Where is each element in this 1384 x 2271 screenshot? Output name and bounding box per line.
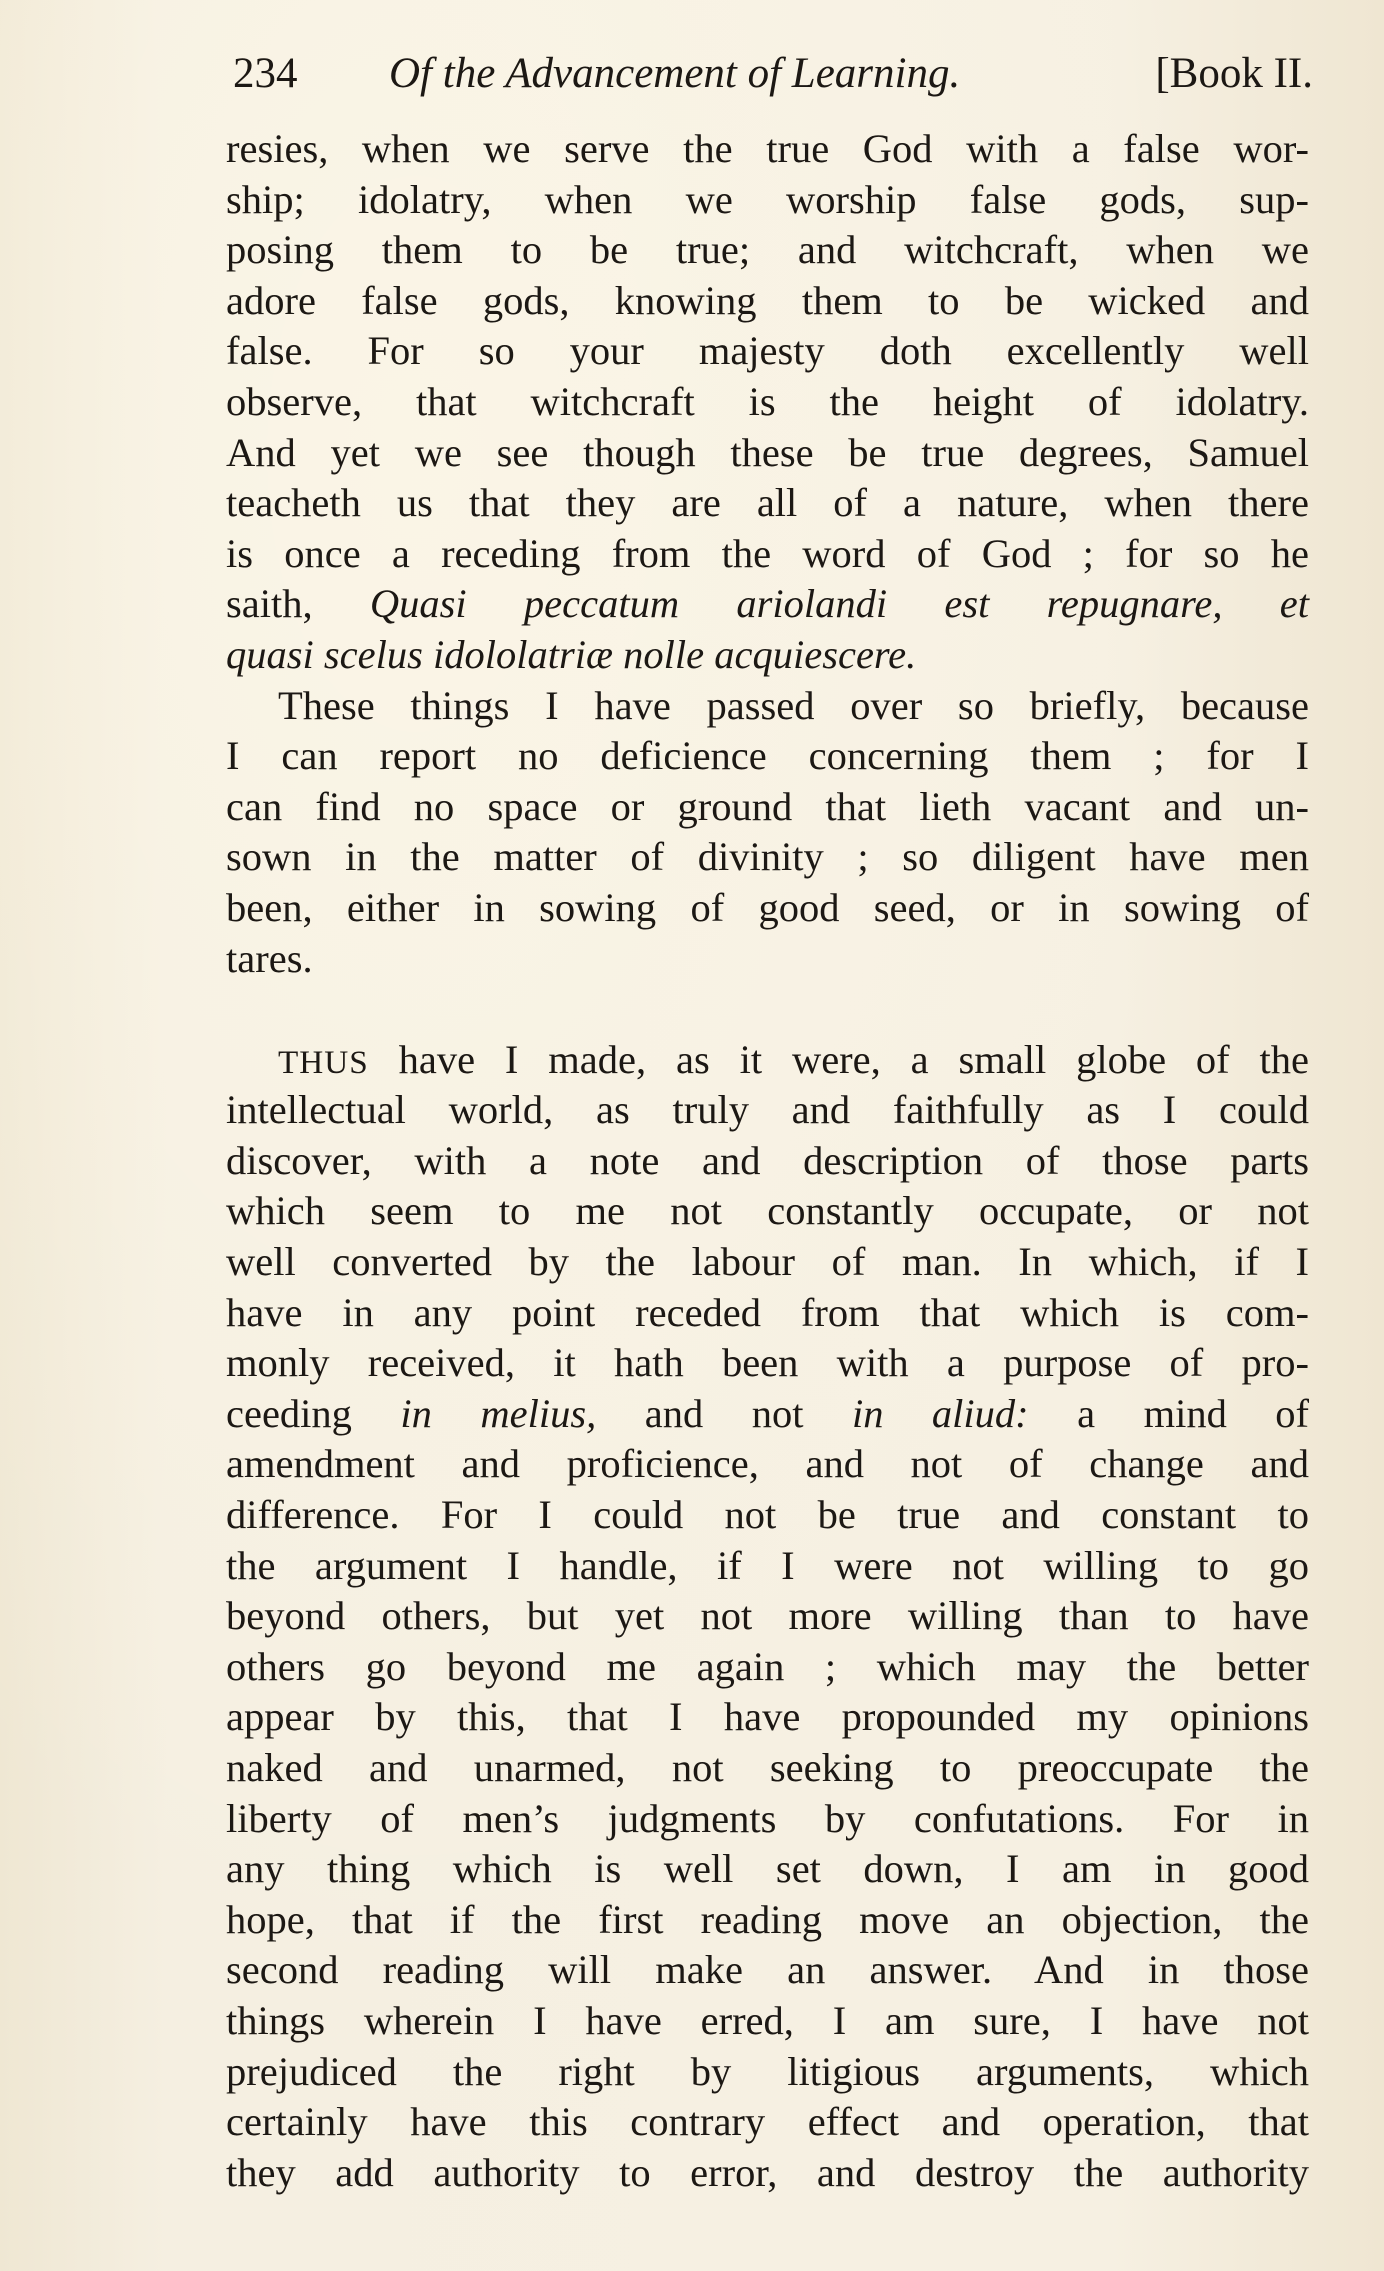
text-line: prejudiced the right by litigious arguments, which (226, 2048, 1309, 2094)
text-fragment: saith, (226, 581, 313, 627)
text-line: liberty of men’s judgments by confutations. For in (226, 1795, 1309, 1841)
text-line: ship; idolatry, when we worship false gods, sup- (226, 176, 1309, 222)
text-line: any thing which is well set down, I am in good (226, 1846, 1309, 1892)
text-line (226, 579, 1309, 630)
paragraph-gap (226, 984, 1309, 1035)
text-line: the argument I handle, if I were not willing to go (226, 1542, 1309, 1588)
text-fragment: and not (644, 1390, 804, 1436)
text-line: they add authority to error, and destroy the authority (226, 2149, 1309, 2195)
text-line: others go beyond me again ; which may the better (226, 1643, 1309, 1689)
text-line: appear by this, that I have propounded my opinions (226, 1694, 1309, 1740)
text-line: been, either in sowing of good seed, or in sowing of (226, 884, 1309, 930)
running-header (233, 44, 1313, 104)
latin-phrase: in melius, (400, 1390, 597, 1436)
latin-quotation: quasi scelus idololatriæ nolle acquiescere. (226, 631, 917, 677)
text-line: These things I have passed over so briefly, because (278, 682, 1309, 728)
text-line: monly received, it hath been with a purpose of pro- (226, 1340, 1309, 1386)
text-line: And yet we see though these be true degrees, Samuel (226, 429, 1309, 475)
text-line: adore false gods, knowing them to be wicked and (226, 277, 1309, 323)
text-line: which seem to me not constantly occupate, or not (226, 1188, 1309, 1234)
page-number: 234 (233, 50, 298, 97)
text-line: naked and unarmed, not seeking to preoccupate the (226, 1745, 1309, 1790)
latin-phrase: in aliud: (851, 1390, 1029, 1436)
text-line: difference. For I could not be true and constant to (226, 1492, 1309, 1538)
text-line (226, 1389, 1309, 1440)
body-text (226, 124, 1309, 2198)
text-line: well converted by the labour of man. In which, if I (226, 1239, 1309, 1285)
text-line: can find no space or ground that lieth vacant and un- (226, 783, 1309, 829)
text-fragment: have I made, as it were, a small globe of the (398, 1036, 1310, 1082)
text-line: hope, that if the first reading move an objection, the (226, 1896, 1309, 1942)
section-opening-word (278, 1037, 369, 1082)
text-line: intellectual world, as truly and faithfully as I could (226, 1087, 1309, 1133)
text-line: certainly have this contrary effect and operation, that (226, 2099, 1309, 2145)
text-fragment: ceeding (226, 1390, 352, 1436)
latin-quotation: Quasi peccatum ariolandi est repugnare, et (369, 581, 1309, 627)
text-line: second reading will make an answer. And in those (226, 1947, 1309, 1993)
running-title: Of the Advancement of Learning. (389, 50, 961, 97)
text-line (226, 630, 1309, 681)
text-line: sown in the matter of divinity ; so diligent have men (226, 834, 1309, 880)
text-fragment: a mind of (1077, 1390, 1310, 1436)
text-line: have in any point receded from that which is com- (226, 1289, 1309, 1335)
text-line: discover, with a note and description of those parts (226, 1137, 1309, 1183)
text-line: teacheth us that they are all of a nature, when there (226, 480, 1309, 526)
text-line: is once a receding from the word of God ; for so he (226, 530, 1309, 576)
text-line: posing them to be true; and witchcraft, when we (226, 227, 1309, 273)
text-line: things wherein I have erred, I am sure, I have not (226, 1997, 1309, 2043)
small-caps-word: THUS (278, 1043, 369, 1081)
text-line: beyond others, but yet not more willing than to have (226, 1593, 1309, 1639)
text-line: resies, when we serve the true God with a false wor- (226, 126, 1309, 171)
book-label: [Book II. (1155, 50, 1313, 97)
text-line: false. For so your majesty doth excellently well (226, 328, 1309, 374)
text-line: amendment and proficience, and not of change and (226, 1441, 1309, 1487)
text-line (226, 1035, 1309, 1086)
text-line: observe, that witchcraft is the height of idolatry. (226, 378, 1309, 424)
text-line: tares. (226, 935, 313, 981)
text-line: I can report no deficience concerning them ; for I (226, 733, 1309, 779)
